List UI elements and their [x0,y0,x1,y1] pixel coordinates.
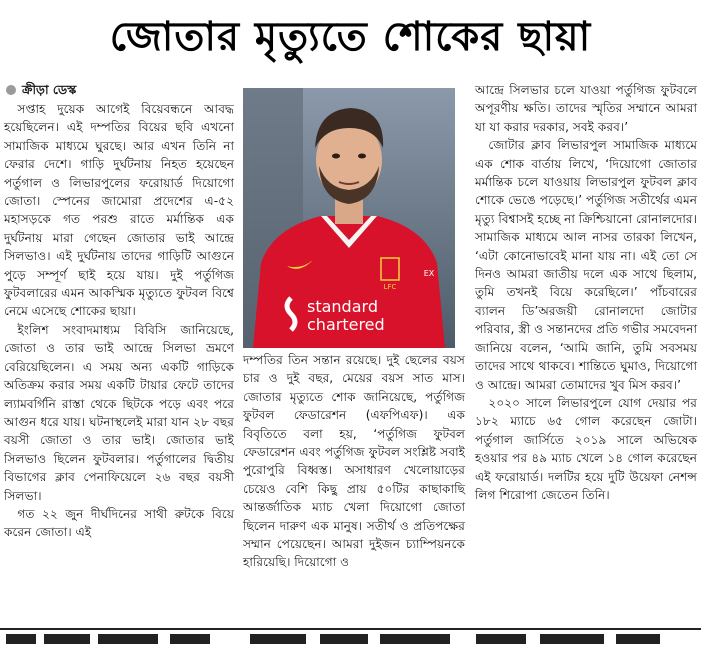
cropped-text-fragment [170,634,210,644]
cropped-text-fragment [380,634,450,644]
cropped-text-fragment [250,634,306,644]
article-column-3 [475,81,697,615]
kit-brand-text: EX [423,269,435,278]
cropped-next-article [0,632,701,645]
paragraph: গত ২২ জুন দীর্ঘদিনের সাথী রুটকে বিয়ে করেন জোতা। এই [4,506,234,540]
headline: জোতার মৃত্যুতে শোকের ছায়া [109,14,592,60]
paragraph: আন্দ্রে সিলভার চলে যাওয়া পর্তুগিজ ফুটবলে অপূরণীয় ক্ষতি। তাদের স্মৃতির সম্মানে আমরা যা যা করার দরকার, সবই করব।’ [475,83,697,134]
cropped-text-fragment [616,634,660,644]
bullet-icon [6,85,16,95]
cropped-text-fragment [540,634,604,644]
paragraph: ইংলিশ সংবাদমাধ্যম বিবিসি জানিয়েছে, জোতা ও তার ভাই আন্দ্রে সিলভা ভ্রমণে বেরিয়েছিলেন। এ সময় অন্য একটি গাড়িকে অতিক্রম করার সময় একটি টায়ার ফেটে তাদের ল্যামবর্গিনি রাস্তা থেকে ছিটকে পড়ে এবং পরে আগুন ধরে যায়। ঘটনাস্থলেই মারা যান ২৮ বছর বয়সী জোতা ও তার ভাই। জোতার ভাই সিলভাও ছিলেন ফুটবলার। পর্তুগালের দ্বিতীয় বিভাগের ক্লাব পেনাফিয়েলে ২৬ বছর বয়সী সিলভা। [4,322,234,503]
paragraph: দম্পতির তিন সন্তান রয়েছে। দুই ছেলের বয়স চার ও দুই বছর, মেয়ের বয়স সাত মাস। জোতার মৃত্যুতে শোক জানিয়েছে, পর্তুগিজ ফুটবল ফেডারেশন (এফপিএফ)। এক বিবৃতিতে বলা হয়, ‘পর্তুগিজ ফুটবল ফেডারেশন এবং পর্তুগিজ ফুটবল সংশ্লিষ্ট সবাই পুরোপুরি বিধ্বস্ত। অসাধারণ খেলোয়াড়ের চেয়েও বেশি কিছু প্রায় ৫০টির কাছাকাছি আন্তর্জাতিক ম্যাচ খেলা দিয়োগো জোতা ছিলেন দারুণ এক মানুষ। সতীর্থ ও প্রতিপক্ষের সম্মান পেয়েছেন। আমরা দুইজন চ্যাম্পিয়নকে হারিয়েছি। দিয়োগো ও [243,353,465,570]
player-portrait-icon [243,88,455,348]
byline-text: ক্রীড়া ডেস্ক [22,82,77,97]
svg-text:LFC: LFC [383,283,397,291]
paragraph: সপ্তাহ দুয়েক আগেই বিয়েবন্ধনে আবদ্ধ হয়েছিলেন। এই দম্পতির বিয়ের ছবি এখনো সামাজিক মাধ্যমে ঘুরছে। আর এখন তিনি না ফেরার দেশে। গাড়ি দুর্ঘটনায় নিহত হয়েছেন পর্তুগাল ও লিভারপুলের ফরোয়ার্ড দিয়োগো জোতা। স্পেনের জামোরা প্রদেশের এ-৫২ মহাসড়কে গত পরশু রাতে মর্মান্তিক এক দুর্ঘটনায় মারা গেছেন জোতার ভাই আন্দ্রে সিলভাও। এই দুর্ঘটনায় তাদের গাড়িটি আগুনে পুড়ে সম্পূর্ণ ছাই হয়ে যায়। দুই পর্তুগিজ ফুটবলারের এমন আকস্মিক মৃত্যুতে ফুটবল বিশ্বে নেমে এসেছে শোকের ছায়া। [4,102,234,319]
cropped-text-fragment [6,634,36,644]
sponsor-line-1: standard [307,297,378,316]
paragraph: ২০২০ সালে লিভারপুলে যোগ দেয়ার পর ১৮২ ম্যাচে ৬৫ গোল করেছেন জোটা। পর্তুগাল জার্সিতে ২০১৯ সালে অভিষেক হওয়ার পর ৪৯ ম্যাচ খেলে ১৪ গোল করেছেন এই ফরোয়ার্ড। দলটির হয়ে দুটি উয়েফা নেশন্স লিগ শিরোপা জেতেন তিনি। [475,395,697,502]
article-column-2 [243,351,465,615]
article-column-1 [4,81,234,615]
cropped-text-fragment [476,634,526,644]
byline [4,81,234,99]
cropped-text-fragment [44,634,90,644]
player-photo [243,88,455,348]
sponsor-line-2: chartered [307,315,385,334]
cropped-text-fragment [98,634,158,644]
paragraph: জোটার ক্লাব লিভারপুল সামাজিক মাধ্যমে এক শোক বার্তায় লিখে, ‘দিয়োগো জোতার মর্মান্তিক চলে যাওয়ায় লিভারপুল ফুটবল ক্লাব শোকে ভেঙে পড়েছে।’ পর্তুগিজ সতীর্থের এমন মৃত্যু বিশ্বাসই হচ্ছে না ক্রিশ্চিয়ানো রোনালদোর। সামাজিক মাধ্যমে আল নাসর তারকা লিখেন, ‘এটা কোনোভাবেই মানা যায় না। এই তো সে দিনও আমরা জাতীয় দলে এক সাথে ছিলাম, তুমি তখনই বিয়ে করেছিলে।’ পাঁচবারের ব্যালন ডি’অরজয়ী রোনালদো জোটার পরিবার, স্ত্রী ও সন্তানদের প্রতি গভীর সমবেদনা জানিয়ে বলেন, ‘আমি জানি, তুমি সবসময় তাদের সাথে থাকবে। শান্তিতে ঘুমাও, দিয়োগো ও আন্দ্রে। আমরা তোমাদের খুব মিস করব।’ [475,138,698,392]
bottom-rule [0,628,701,630]
cropped-text-fragment [320,634,368,644]
